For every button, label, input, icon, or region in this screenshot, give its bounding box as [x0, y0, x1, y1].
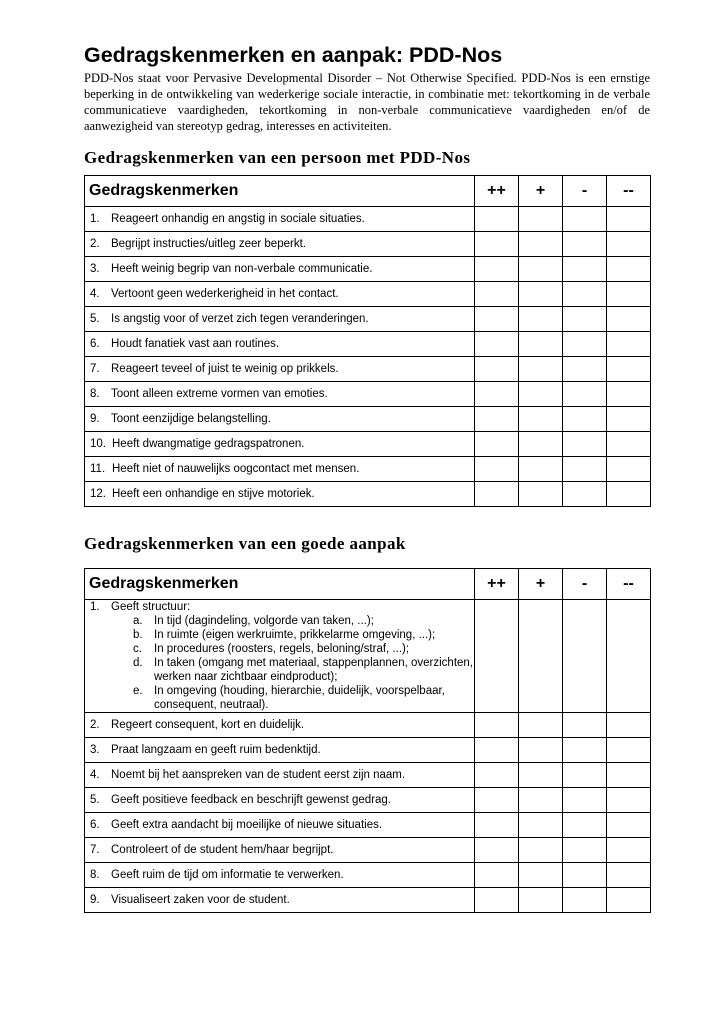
sub-item-text: In tijd (dagindeling, volgorde van taken, ...); — [154, 615, 374, 627]
rating-cell-minus[interactable] — [563, 763, 607, 788]
rating-cell-plus[interactable] — [519, 813, 563, 838]
column-header-minus: - — [563, 569, 607, 600]
table-row — [85, 457, 651, 482]
rating-cell-minus[interactable] — [563, 457, 607, 482]
table-header-row — [85, 569, 651, 600]
rating-cell-plus[interactable] — [519, 763, 563, 788]
item-number: 5. — [90, 794, 100, 806]
item-text: Heeft een onhandige en stijve motoriek. — [112, 488, 315, 500]
item-number: 9. — [90, 894, 100, 906]
rating-cell-plusplus[interactable] — [475, 382, 519, 407]
rating-cell-minus[interactable] — [563, 407, 607, 432]
rating-cell-minusminus[interactable] — [607, 382, 651, 407]
rating-cell-minus[interactable] — [563, 332, 607, 357]
rating-cell-plusplus[interactable] — [475, 713, 519, 738]
item-number: 6. — [90, 819, 100, 831]
sub-list-item — [90, 628, 474, 642]
rating-cell-minusminus[interactable] — [607, 207, 651, 232]
rating-cell-minusminus[interactable] — [607, 888, 651, 913]
rating-cell-plusplus[interactable] — [475, 307, 519, 332]
item-number: 12. — [90, 488, 106, 500]
table-row — [85, 482, 651, 507]
item-cell — [85, 738, 475, 763]
rating-cell-plus[interactable] — [519, 407, 563, 432]
section2-title: Gedragskenmerken van een goede aanpak — [84, 534, 406, 553]
table-row — [85, 407, 651, 432]
table-row — [85, 888, 651, 913]
column-header-plus: + — [519, 569, 563, 600]
rating-cell-minus[interactable] — [563, 888, 607, 913]
item-number: 10. — [90, 438, 106, 450]
rating-cell-minusminus[interactable] — [607, 232, 651, 257]
rating-cell-minusminus[interactable] — [607, 713, 651, 738]
sub-item-letter: c. — [133, 643, 142, 655]
rating-cell-minus[interactable] — [563, 382, 607, 407]
item-text: Noemt bij het aanspreken van de student eerst zijn naam. — [111, 769, 406, 781]
rating-cell-plus[interactable] — [519, 357, 563, 382]
item-number: 1. — [90, 601, 100, 613]
item-cell — [85, 788, 475, 813]
sub-list-item — [90, 684, 474, 712]
rating-cell-plus[interactable] — [519, 482, 563, 507]
item-number: 2. — [90, 719, 100, 731]
section1-table — [84, 175, 651, 507]
table-row — [85, 838, 651, 863]
rating-cell-plusplus[interactable] — [475, 332, 519, 357]
item-cell — [85, 432, 475, 457]
sub-item-letter: a. — [133, 615, 143, 627]
rating-cell-plus[interactable] — [519, 382, 563, 407]
rating-cell-minus[interactable] — [563, 863, 607, 888]
table-row — [85, 432, 651, 457]
rating-cell-minusminus[interactable] — [607, 457, 651, 482]
table-row — [85, 307, 651, 332]
rating-cell-minus[interactable] — [563, 432, 607, 457]
table-row — [85, 357, 651, 382]
rating-cell-minus[interactable] — [563, 207, 607, 232]
sub-list-item — [90, 642, 474, 656]
item-text: Toont alleen extreme vormen van emoties. — [111, 388, 328, 400]
table-row — [85, 713, 651, 738]
rating-cell-minusminus[interactable] — [607, 332, 651, 357]
rating-cell-plusplus[interactable] — [475, 482, 519, 507]
item-text: Reageert onhandig en angstig in sociale situaties. — [111, 213, 365, 225]
item-number: 1. — [90, 213, 100, 225]
rating-cell-minusminus[interactable] — [607, 357, 651, 382]
rating-cell-plus[interactable] — [519, 432, 563, 457]
rating-cell-plusplus[interactable] — [475, 738, 519, 763]
rating-cell-plusplus[interactable] — [475, 863, 519, 888]
table-row — [85, 232, 651, 257]
item-text: Heeft weinig begrip van non-verbale communicatie. — [111, 263, 373, 275]
item-text: Regeert consequent, kort en duidelijk. — [111, 719, 305, 731]
item-cell — [85, 332, 475, 357]
item-text: Toont eenzijdige belangstelling. — [111, 413, 271, 425]
sub-list-item — [90, 656, 474, 684]
rating-cell-minus[interactable] — [563, 232, 607, 257]
rating-cell-plusplus[interactable] — [475, 282, 519, 307]
structure-sub-list — [90, 614, 474, 712]
item-text: Geeft positieve feedback en beschrijft gewenst gedrag. — [111, 794, 392, 806]
rating-cell-minus[interactable] — [563, 357, 607, 382]
rating-cell-minus[interactable] — [563, 838, 607, 863]
rating-cell-plusplus[interactable] — [475, 407, 519, 432]
rating-cell-minusminus[interactable] — [607, 432, 651, 457]
item-cell — [85, 713, 475, 738]
section1-title: Gedragskenmerken van een persoon met PDD-Nos — [84, 148, 471, 167]
item-text: Reageert teveel of juist te weinig op prikkels. — [111, 363, 339, 375]
item-text: Heeft dwangmatige gedragspatronen. — [112, 438, 305, 450]
rating-cell-minusminus[interactable] — [607, 738, 651, 763]
item-cell — [85, 482, 475, 507]
column-header-minusminus: -- — [607, 569, 651, 600]
rating-cell-plus[interactable] — [519, 838, 563, 863]
sub-item-letter: d. — [133, 657, 143, 669]
rating-cell-minus[interactable] — [563, 600, 607, 713]
rating-cell-minus[interactable] — [563, 713, 607, 738]
rating-cell-plusplus[interactable] — [475, 357, 519, 382]
item-text: Controleert of de student hem/haar begrijpt. — [111, 844, 334, 856]
sub-item-text: In omgeving (houding, hierarchie, duidelijk, voorspelbaar, consequent, neutraal). — [154, 685, 445, 711]
item-cell — [85, 457, 475, 482]
item-text: Vertoont geen wederkerigheid in het contact. — [111, 288, 339, 300]
item-text: Visualiseert zaken voor de student. — [111, 894, 290, 906]
sub-item-text: In taken (omgang met materiaal, stappenplannen, overzichten, werken naar zichtbaar eindproduct); — [154, 657, 473, 683]
rating-cell-minus[interactable] — [563, 813, 607, 838]
table-row — [85, 863, 651, 888]
column-header-plusplus: ++ — [475, 176, 519, 207]
rating-cell-minusminus[interactable] — [607, 863, 651, 888]
item-cell — [85, 382, 475, 407]
sub-item-text: In procedures (roosters, regels, beloning/straf, ...); — [154, 643, 410, 655]
item-cell-structure — [85, 600, 475, 713]
section1-rows — [85, 207, 651, 507]
page-title: Gedragskenmerken en aanpak: PDD-Nos — [84, 43, 503, 67]
sub-list-item — [90, 614, 474, 628]
item-text: Praat langzaam en geeft ruim bedenktijd. — [111, 744, 321, 756]
rating-cell-plusplus[interactable] — [475, 432, 519, 457]
item-text: Geeft structuur: — [111, 601, 191, 613]
rating-cell-plusplus[interactable] — [475, 457, 519, 482]
rating-cell-plus[interactable] — [519, 257, 563, 282]
column-header-label: Gedragskenmerken — [85, 176, 475, 207]
item-number: 7. — [90, 844, 100, 856]
table-row — [85, 738, 651, 763]
item-cell — [85, 257, 475, 282]
rating-cell-plus[interactable] — [519, 888, 563, 913]
rating-cell-plusplus[interactable] — [475, 838, 519, 863]
rating-cell-plusplus[interactable] — [475, 888, 519, 913]
table-row — [85, 207, 651, 232]
rating-cell-plusplus[interactable] — [475, 813, 519, 838]
rating-cell-plus[interactable] — [519, 457, 563, 482]
table-row — [85, 282, 651, 307]
rating-cell-plusplus[interactable] — [475, 600, 519, 713]
item-number: 8. — [90, 869, 100, 881]
item-cell — [85, 357, 475, 382]
rating-cell-plus[interactable] — [519, 713, 563, 738]
table-row — [85, 763, 651, 788]
rating-cell-plusplus[interactable] — [475, 763, 519, 788]
item-number: 3. — [90, 263, 100, 275]
rating-cell-minusminus[interactable] — [607, 788, 651, 813]
item-number: 7. — [90, 363, 100, 375]
rating-cell-minusminus[interactable] — [607, 257, 651, 282]
rating-cell-minusminus[interactable] — [607, 307, 651, 332]
item-cell — [85, 207, 475, 232]
table-header-row — [85, 176, 651, 207]
rating-cell-minus[interactable] — [563, 738, 607, 763]
item-cell — [85, 282, 475, 307]
rating-cell-minus[interactable] — [563, 282, 607, 307]
item-text: Heeft niet of nauwelijks oogcontact met mensen. — [112, 463, 360, 475]
item-cell — [85, 838, 475, 863]
item-number: 6. — [90, 338, 100, 350]
item-text: Is angstig voor of verzet zich tegen veranderingen. — [111, 313, 369, 325]
sub-item-letter: e. — [133, 685, 143, 697]
item-text: Geeft ruim de tijd om informatie te verwerken. — [111, 869, 344, 881]
item-number: 3. — [90, 744, 100, 756]
rating-cell-plusplus[interactable] — [475, 232, 519, 257]
section2-table — [84, 568, 651, 913]
rating-cell-minus[interactable] — [563, 788, 607, 813]
rating-cell-plus[interactable] — [519, 332, 563, 357]
rating-cell-minusminus[interactable] — [607, 600, 651, 713]
rating-cell-minusminus[interactable] — [607, 813, 651, 838]
document-page — [84, 42, 650, 913]
item-cell — [85, 407, 475, 432]
column-header-plus: + — [519, 176, 563, 207]
column-header-minus: - — [563, 176, 607, 207]
rating-cell-minusminus[interactable] — [607, 838, 651, 863]
rating-cell-plus[interactable] — [519, 738, 563, 763]
item-number: 2. — [90, 238, 100, 250]
table-row — [85, 788, 651, 813]
intro-paragraph: PDD-Nos staat voor Pervasive Developmental Disorder – Not Otherwise Specified. PDD-Nos is een ernstige beperking in de ontwikkeling van wederkerige sociale interactie, in combinatie met: tekortkoming in de verbale communicatieve vaardigheden, tekortkoming in non-verbale communicatieve vaardigheden en/of de aanwezigheid van stereotyp gedrag, interesses en activiteiten. — [84, 71, 650, 133]
section2-rows — [85, 600, 651, 913]
item-cell — [85, 232, 475, 257]
rating-cell-minusminus[interactable] — [607, 282, 651, 307]
sub-item-text: In ruimte (eigen werkruimte, prikkelarme omgeving, ...); — [154, 629, 436, 641]
table-row — [85, 332, 651, 357]
item-number: 9. — [90, 413, 100, 425]
table-row — [85, 813, 651, 838]
item-cell — [85, 307, 475, 332]
rating-cell-plus[interactable] — [519, 207, 563, 232]
rating-cell-plusplus[interactable] — [475, 207, 519, 232]
rating-cell-minus[interactable] — [563, 482, 607, 507]
item-text: Geeft extra aandacht bij moeilijke of nieuwe situaties. — [111, 819, 383, 831]
table-row — [85, 382, 651, 407]
item-number: 4. — [90, 288, 100, 300]
item-cell — [85, 888, 475, 913]
item-cell — [85, 763, 475, 788]
rating-cell-minusminus[interactable] — [607, 407, 651, 432]
item-number: 5. — [90, 313, 100, 325]
column-header-minusminus: -- — [607, 176, 651, 207]
rating-cell-minusminus[interactable] — [607, 763, 651, 788]
rating-cell-plus[interactable] — [519, 282, 563, 307]
item-text: Begrijpt instructies/uitleg zeer beperkt. — [111, 238, 306, 250]
item-cell — [85, 813, 475, 838]
rating-cell-plusplus[interactable] — [475, 257, 519, 282]
rating-cell-plus[interactable] — [519, 232, 563, 257]
rating-cell-plus[interactable] — [519, 788, 563, 813]
sub-item-letter: b. — [133, 629, 143, 641]
item-number: 4. — [90, 769, 100, 781]
table-row — [85, 257, 651, 282]
item-text: Houdt fanatiek vast aan routines. — [111, 338, 280, 350]
item-number: 11. — [90, 463, 106, 475]
rating-cell-plus[interactable] — [519, 600, 563, 713]
item-cell — [85, 863, 475, 888]
column-header-plusplus: ++ — [475, 569, 519, 600]
table-row — [85, 600, 651, 713]
item-number: 8. — [90, 388, 100, 400]
rating-cell-minusminus[interactable] — [607, 482, 651, 507]
rating-cell-minus[interactable] — [563, 257, 607, 282]
rating-cell-minus[interactable] — [563, 307, 607, 332]
rating-cell-plus[interactable] — [519, 307, 563, 332]
rating-cell-plusplus[interactable] — [475, 788, 519, 813]
rating-cell-plus[interactable] — [519, 863, 563, 888]
column-header-label: Gedragskenmerken — [85, 569, 475, 600]
